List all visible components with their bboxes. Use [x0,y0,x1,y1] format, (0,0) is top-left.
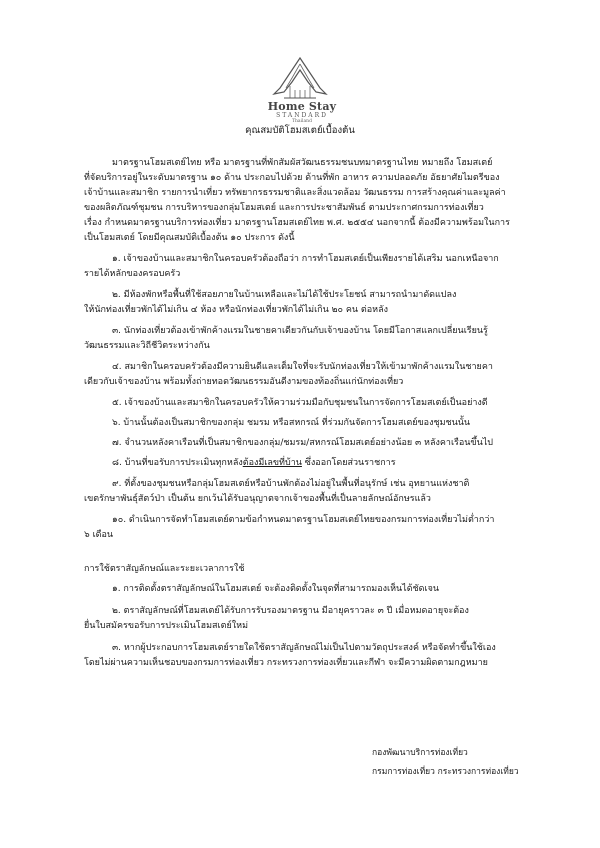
item-2-line2: ให้นักท่องเที่ยวพักได้ไม่เกิน ๔ ห้อง หรือนักท่องเที่ยวพักได้ไม่เกิน ๒๐ คน ต่อหลัง [84,305,389,315]
section2-item-1: ๑. การติดตั้งตราสัญลักษณ์ในโฮมสเตย์ จะต้องติดตั้งในจุดที่สามารถมองเห็นได้ชัดเจน [112,584,440,594]
house-number-emphasis: ต้องมีเลขที่บ้าน [242,458,302,468]
section2-item-3-line1: ๓. หากผู้ประกอบการโฮมสเตย์รายใดใช้ตราสัญลักษณ์ไม่เป็นไปตามวัตถุประสงค์ หรือจัดทำขึ้นใช้เอง [112,643,496,653]
item-5: ๕. เจ้าของบ้านและสมาชิกในครอบครัวให้ความร่วมมือกับชุมชนในการจัดการโฮมสเตย์เป็นอย่างดี [112,398,488,408]
item-4-line2: เดียวกับเจ้าของบ้าน พร้อมทั้งถ่ายทอดวัฒนธรรมอันดีงามของท้องถิ่นแก่นักท่องเที่ยว [84,377,404,387]
item-6: ๖. บ้านนั้นต้องเป็นสมาชิกของกลุ่ม ชมรม หรือสหกรณ์ ที่ร่วมกันจัดการโฮมสเตย์ของชุมชนนั้น [112,418,471,428]
item-1-line1: ๑. เจ้าของบ้านและสมาชิกในครอบครัวต้องถือว่า การทำโฮมสเตย์เป็นเพียงรายได้เสริม นอกเหนือจาก [112,254,499,264]
item-9-line1: ๙. ที่ตั้งของชุมชนหรือกลุ่มโฮมสเตย์หรือบ้านพักต้องไม่อยู่ในพื้นที่อนุรักษ์ เช่น อุทยานแห่งชาติ [112,479,470,489]
item-2-line1: ๒. มีห้องพักหรือพื้นที่ใช้สอยภายในบ้านเหลือและไม่ได้ใช้ประโยชน์ สามารถนำมาดัดแปลง [112,290,457,300]
intro-line: ของผลิตภัณฑ์ชุมชน การบริหารของกลุ่มโฮมสเตย์ และการประชาสัมพันธ์ ตามประกาศกรมการท่องเที่ยว [84,203,484,213]
brand-name: Home Stay [267,100,337,113]
intro-line: เจ้าบ้านและสมาชิก รายการนำเที่ยว ทรัพยากรธรรมชาติและสิ่งแวดล้อม วัฒนธรรม การสร้างคุณค่าและมูลค่า [84,188,506,198]
intro-line: เป็นโฮมสเตย์ โดยมีคุณสมบัติเบื้องต้น ๑๐ ประการ ดังนี้ [84,233,295,243]
item-1-line2: รายได้หลักของครอบครัว [84,269,181,279]
section2-item-3-line2: โดยไม่ผ่านความเห็นชอบของกรมการท่องเที่ยว กระทรวงการท่องเที่ยวและกีฬา จะมีความผิดตามกฎหมาย [84,658,488,668]
item-3-line2: วัฒนธรรมและวิถีชีวิตระหว่างกัน [84,341,210,351]
section2-heading: การใช้ตราสัญลักษณ์และระยะเวลาการใช้ [84,564,245,574]
section2-item-2-line2: ยื่นใบสมัครขอรับการประเมินโฮมสเตย์ใหม่ [84,621,249,631]
signature-division: กองพัฒนาบริการท่องเที่ยว [372,748,468,758]
page-title: คุณสมบัติโฮมสเตย์เบื้องต้น [245,125,355,136]
brand-country: Thailand [292,119,312,124]
item-9-line2: เขตรักษาพันธุ์สัตว์ป่า เป็นต้น ยกเว้นได้รับอนุญาตจากเจ้าของพื้นที่เป็นลายลักษณ์อักษรแล้ว [84,494,431,504]
brand-standard: STANDARD [276,112,328,119]
intro-line: มาตรฐานโฮมสเตย์ไทย หรือ มาตรฐานที่พักสัมผัสวัฒนธรรมชนบทมาตรฐานไทย หมายถึง โฮมสเตย์ [112,158,493,168]
item-10-line2: ๖ เดือน [84,530,114,540]
thai-house-roof-icon [270,56,330,100]
item-4-line1: ๔. สมาชิกในครอบครัวต้องมีความยินดีและเต็มใจที่จะรับนักท่องเที่ยวให้เข้ามาพักค้างแรมในชายคา [112,362,493,372]
intro-line: เรื่อง กำหนดมาตรฐานบริการท่องเที่ยว มาตรฐานโฮมสเตย์ไทย พ.ศ. ๒๕๕๔ นอกจากนี้ ต้องมีความพร้อมในการ [84,218,510,228]
brand-text [262,100,342,124]
item-3-line1: ๓. นักท่องเที่ยวต้องเข้าพักค้างแรมในชายคาเดียวกันกับเจ้าของบ้าน โดยมีโอกาสแลกเปลี่ยนเรียนรู้ [112,326,488,336]
item-8 [112,456,396,471]
item-10-line1: ๑๐. ดำเนินการจัดทำโฮมสเตย์ตามข้อกำหนดมาตรฐานโฮมสเตย์ไทยของกรมการท่องเที่ยวไม่ต่ำกว่า [112,515,495,525]
item-7: ๗. จำนวนหลังคาเรือนที่เป็นสมาชิกของกลุ่ม/ชมรม/สหกรณ์โฮมสเตย์อย่างน้อย ๓ หลังคาเรือนขึ้นไป [112,438,493,448]
section2-item-2-line1: ๒. ตราสัญลักษณ์ที่โฮมสเตย์ได้รับการรับรองมาตรฐาน มีอายุคราวละ ๓ ปี เมื่อหมดอายุจะต้อง [112,606,469,616]
item-8-text: ๘. บ้านที่ขอรับการประเมินทุกหลังต้องมีเลขที่บ้าน ซึ่งออกโดยส่วนราชการ [112,458,396,468]
intro-line: ที่จัดบริการอยู่ในระดับมาตรฐาน ๑๐ ด้าน ประกอบไปด้วย ด้านที่พัก อาหาร ความปลอดภัย อัธยาศัยไมตรีของ [84,173,500,183]
signature-department: กรมการท่องเที่ยว กระทรวงการท่องเที่ยว [372,767,519,777]
